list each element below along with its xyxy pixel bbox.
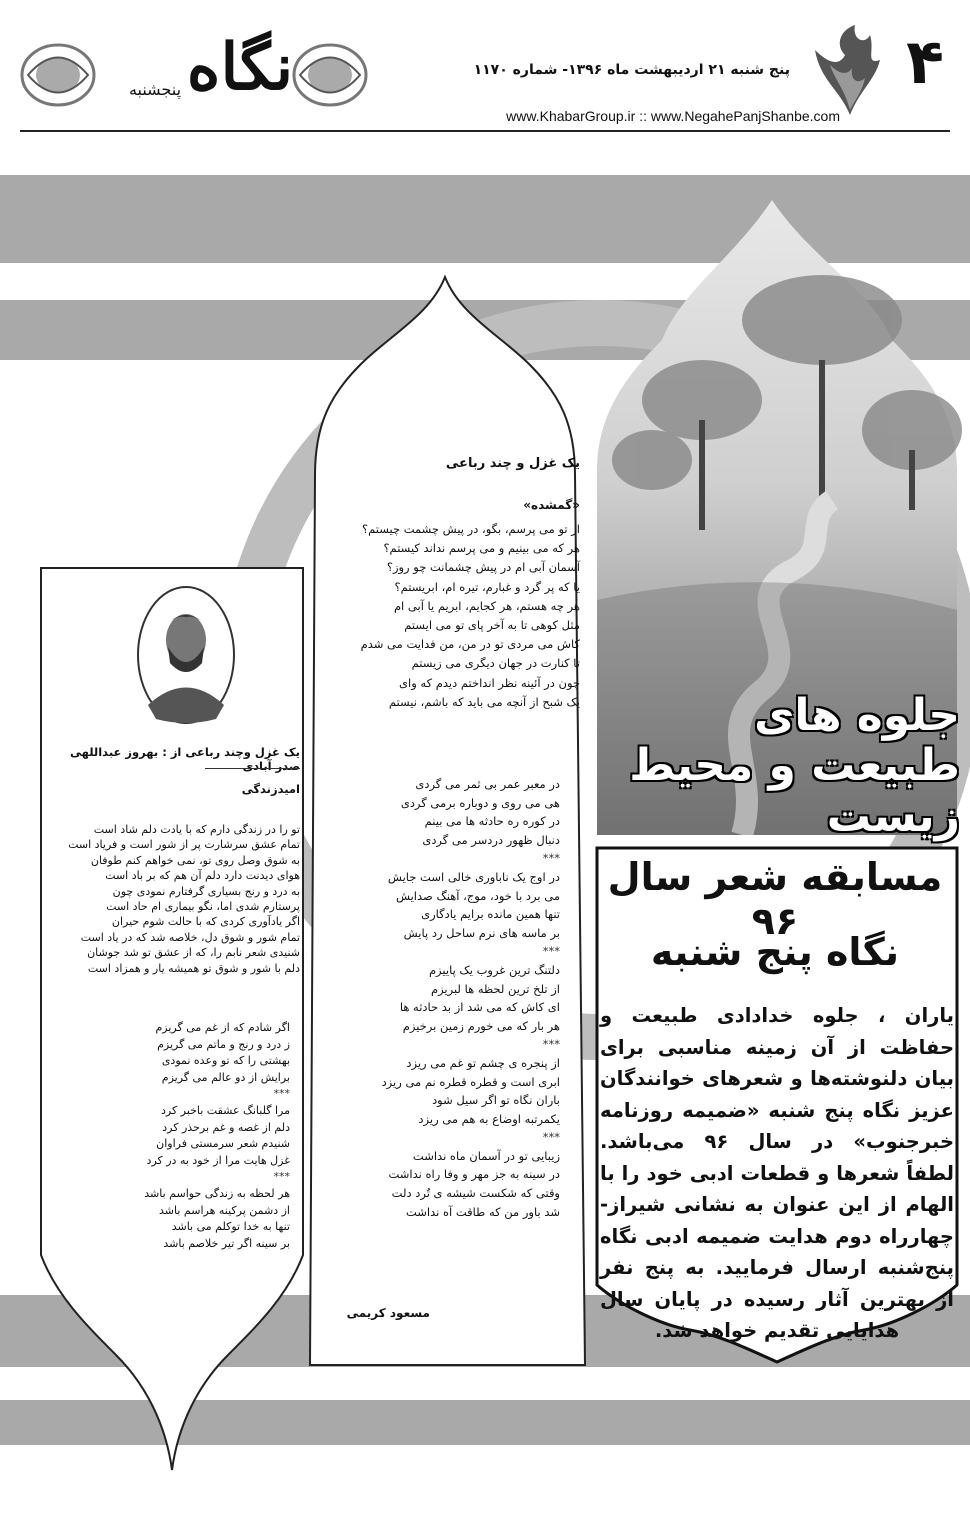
poem-line: از تلخ ترین لحظه ها لبریزم — [430, 981, 560, 996]
left-heading-rule — [205, 768, 300, 769]
poem-line: یا که پر گرد و غبارم، تیره ام، ابریستم؟ — [394, 579, 580, 594]
poem-line: یکمرتبه اوضاع به هم می ریزد — [418, 1111, 560, 1126]
masthead-subtitle: پنجشنبه — [128, 80, 182, 99]
poem-line: غزل هایت مرا از خود به در کرد — [146, 1153, 290, 1167]
poem-line: پرستارم شدی اما، نگو بیماری ام حاد است — [106, 900, 300, 914]
stanza-separator: *** — [542, 944, 560, 959]
poem-line: دلم با شور و شوق تو همیشه یار و همزاد است — [87, 961, 300, 975]
poem-line: شد باور من که طاقت آه نداشت — [406, 1204, 560, 1219]
poem-line: یک شبح از آنچه می باید که باشم، نیستم — [388, 694, 580, 709]
feature-title-line1: جلوه های — [754, 690, 960, 741]
poem-line: در کوره ره حادثه ها می بینم — [424, 814, 560, 829]
contest-title-line1: مسابقه شعر سال ۹۶ — [607, 855, 943, 943]
poem-line: هر که می بینیم و می پرسم نداند کیستم؟ — [383, 541, 580, 556]
poem-line: بر ماسه های نرم ساحل رد پایش — [403, 925, 560, 940]
poem-line: از دشمن پرکینه هراسم باشد — [159, 1203, 290, 1217]
poem-line: هر بار که می خورم زمین برخیزم — [402, 1018, 560, 1033]
middle-heading: یک غزل و چند رباعی — [445, 456, 580, 471]
phoenix-logo-icon — [810, 20, 890, 120]
poem-line: هوای دیدنت دارد دلم آن هم که بر باد است — [105, 869, 300, 883]
middle-rubaiyat — [330, 775, 560, 1221]
poem-line: در سینه به جز مهر و وفا راه نداشت — [388, 1167, 560, 1182]
website-urls[interactable]: www.KhabarGroup.ir :: www.NegahePanjShanbe.com — [506, 108, 840, 124]
poem-line: از پنجره ی چشم تو غم می ریزد — [406, 1055, 560, 1070]
poem-line: اگر شادم که از غم می گریزم — [155, 1021, 290, 1034]
poem-line: می برد با خود، موج، آهنگ صدایش — [395, 888, 560, 903]
poem-line: شنیدم شعر سرمستی فراوان — [156, 1137, 290, 1151]
poem-line: باران نگاه تو اگر سیل شود — [432, 1093, 560, 1108]
poem-line: آسمان آبی ام در پیش چشمانت چو روز؟ — [386, 560, 580, 575]
stanza-separator: *** — [542, 1037, 560, 1052]
poem-line: چون در آئینه نظر انداختم دیدم که وای — [399, 675, 580, 690]
poem-line: دلتنگ ترین غروب یک پاییزم — [428, 962, 560, 977]
poem-line: دلم از غصه و غم برحذر کرد — [162, 1120, 290, 1134]
left-poem-title: امیدزندگی — [241, 782, 300, 796]
poem-line: بر سینه اگر تیر خلاصم باشد — [163, 1236, 290, 1250]
poem-line: مرا گلبانگ عشقت باخبر کرد — [160, 1103, 290, 1117]
middle-ghazal — [330, 520, 580, 712]
left-heading: یک غزل وچند رباعی از : بهروز عبداللهی صدر آبادی — [70, 745, 300, 773]
middle-author: مسعود کریمی — [346, 1306, 430, 1320]
issue-line: پنج شنبه ۲۱ اردیبهشت ماه ۱۳۹۶- شماره ۱۱۷۰ — [473, 62, 790, 78]
poem-line: وقتی که شکست شیشه ی تُرد دلت — [391, 1186, 560, 1201]
author-portrait — [136, 585, 236, 725]
poem-line: از تو می پرسم، بگو، در پیش چشمت چیستم؟ — [361, 522, 580, 536]
poem-line: در اوج یک ناباوری خالی است جایش — [387, 869, 560, 884]
poem-line: تمام عشق سرشارت پر از شور است و فریاد است — [68, 838, 300, 852]
contest-title-line2: نگاه پنج شنبه — [650, 930, 900, 974]
middle-poem-title: «گمشده» — [523, 498, 580, 512]
poem-line: تنها همین مانده برایم یادگاری — [421, 907, 560, 922]
stanza-separator: *** — [273, 1170, 290, 1184]
poem-line: ابری است و قطره قطره نم می ریزد — [381, 1074, 560, 1089]
contest-announcement: یاران ، جلوه خدادادی طبیعت و حفاظت از آن زمینه مناسبی برای بیان دلنوشته‌ها و شعرهای خوانندگان عزیز نگاه پنج شنبه «ضمیمه روزنامه خبرجنوب» در سال ۹۶ می‌باشد. لطفاً شعرها و قطعات ادبی خود را با الهام از این عنوان به نشانی شیراز- چهارراه دوم هدایت ضمیمه ادبی نگاه پنج‌شنبه ارسال فرمایید. به پنج نفر از بهترین آثار رسیده در پایان سال هدایایی تقدیم خواهد شد. — [600, 1004, 954, 1342]
poem-line: اگر یادآوری کردی که با حالت شوم حیران — [111, 915, 300, 929]
poem-line: زیبایی تو در آسمان ماه نداشت — [412, 1148, 560, 1163]
poem-line: هی می روی و دوباره برمی گردی — [400, 795, 560, 810]
poem-line: شنیدی شعر نابم را، که از عشق تو شد جوشان — [87, 946, 300, 960]
poem-line: هر چه هستم، هر کجایم، ابریم یا آبی ام — [393, 598, 580, 613]
ornament-left-icon — [18, 40, 98, 110]
stanza-separator: *** — [542, 1130, 560, 1145]
poem-line: به درد و رنج بسیاری گرفتارم نمودی چون — [112, 884, 300, 898]
poem-line: تنها به خدا توکلم می باشد — [171, 1220, 290, 1234]
poem-line: ز درد و رنج و ماتم می گریزم — [157, 1037, 290, 1051]
left-ghazal — [45, 822, 300, 976]
feature-title-line2: طبیعت و محیط زیست — [629, 740, 960, 842]
poem-line: کاش می مردی تو در من، من فدایت می شدم — [360, 637, 580, 652]
poem-line: به شوق وصل روی تو، نمی خواهم کنم طوفان — [90, 853, 300, 867]
poem-line: در معبر عمر بی ثمر می گردی — [415, 777, 560, 791]
poem-line: تو را در زندگی دارم که با یادت دلم شاد است — [93, 823, 300, 836]
left-rubaiyat — [65, 1020, 290, 1252]
stanza-separator: *** — [273, 1087, 290, 1101]
poem-line: بهشتی را که تو وعده نمودی — [161, 1054, 290, 1068]
poem-line: هر لحظه به زندگی حواسم باشد — [144, 1186, 290, 1200]
poem-line: دنبال ظهور دردسر می گردی — [422, 832, 560, 847]
poem-line: مثل کوهی تا به آخر پای تو می ایستم — [404, 618, 580, 633]
poem-line: تا کنارت در جهان دیگری می زیستم — [411, 656, 580, 671]
header-divider — [20, 130, 950, 132]
page-number: ۴ — [906, 25, 944, 98]
masthead-title: نگاه — [186, 30, 294, 105]
poem-line: ای کاش که می شد از بد حادثه ها — [399, 1000, 560, 1015]
poem-line: تمام شور و شوق دل، خلاصه شد که در یاد است — [80, 930, 300, 944]
stanza-separator: *** — [542, 851, 560, 866]
poem-line: برایش از دو عالم می گریزم — [161, 1070, 290, 1084]
